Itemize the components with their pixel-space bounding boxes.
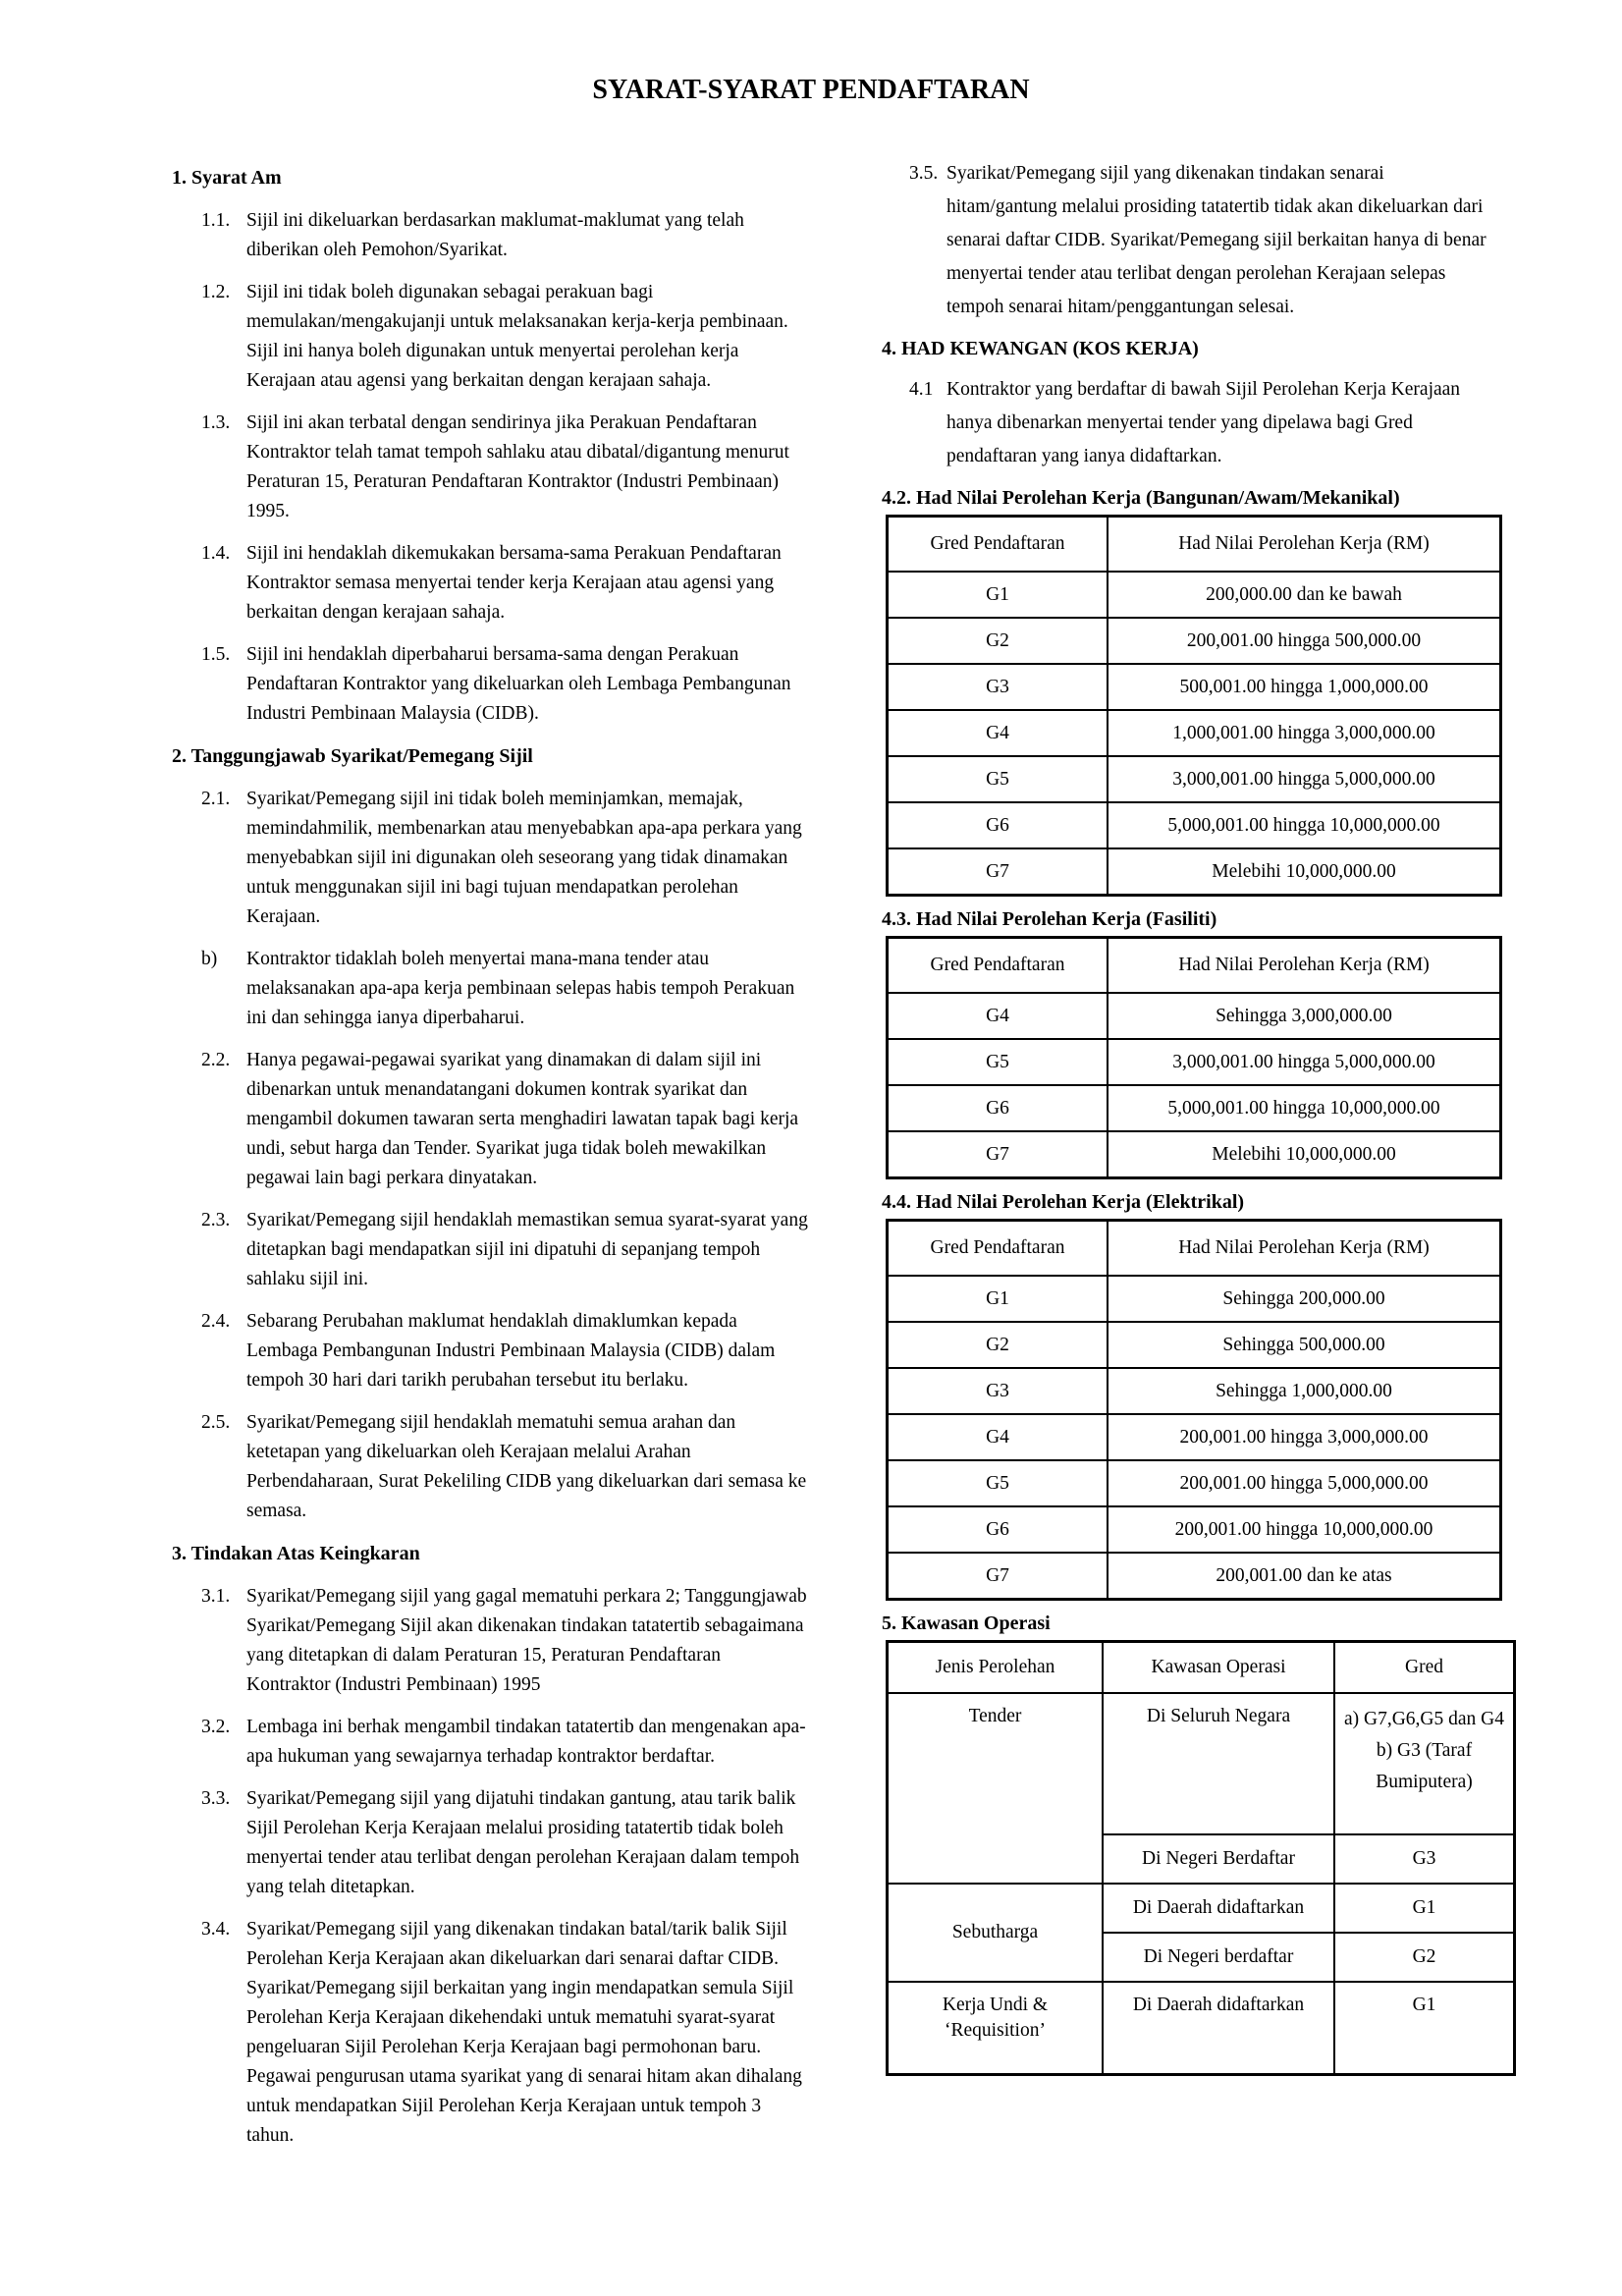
- kawasan-cell: Di Negeri berdaftar: [1103, 1933, 1334, 1982]
- clause-1-3: [172, 409, 808, 526]
- had-cell: 200,001.00 hingga 10,000,000.00: [1108, 1506, 1501, 1553]
- table-row: [888, 1414, 1501, 1460]
- clause-number: 3.1.: [201, 1586, 231, 1607]
- clause-number: 4.1: [909, 379, 934, 400]
- table-4-2-heading: 4.2. Had Nilai Perolehan Kerja (Bangunan/Awam/Mekanikal): [882, 487, 1400, 509]
- column-header-gred: Gred Pendaftaran: [888, 1221, 1108, 1277]
- gred-cell: G3: [888, 664, 1108, 710]
- clause-3-1: [172, 1582, 808, 1700]
- had-cell: 200,001.00 dan ke atas: [1108, 1553, 1501, 1600]
- clause-number: 2.1.: [201, 789, 231, 809]
- gred-cell: G6: [888, 802, 1108, 848]
- had-cell: Sehingga 200,000.00: [1108, 1276, 1501, 1322]
- gred-cell: G1: [888, 1276, 1108, 1322]
- section-tanggungjawab: [172, 741, 808, 1526]
- clause-number: 1.1.: [201, 210, 231, 231]
- gred-cell: G4: [888, 710, 1108, 756]
- gred-option-a: a) G7,G6,G5 dan G4: [1343, 1709, 1504, 1729]
- column-header-jenis-perolehan: Jenis Perolehan: [888, 1642, 1104, 1694]
- table-row: [888, 1368, 1501, 1414]
- table-row: [888, 1131, 1501, 1178]
- clause-text: Sijil ini akan terbatal dengan sendirinya jika Perakuan Pendaftaran Kontraktor telah tamat tempoh sahlaku atau dibatal/digantung menurut Peraturan 15, Peraturan Pendaftaran Kontraktor (Industri Pembinaan) 1995.: [246, 412, 789, 521]
- clause-text: Syarikat/Pemegang sijil yang dijatuhi tindakan gantung, atau tarik balik Sijil Perolehan Kerja Kerajaan melalui prosiding tatatertib tidak boleh menyertai tender atau terlibat dengan perolehan Kerajaan dalam tempoh yang telah ditetapkan.: [246, 1788, 800, 1897]
- table-kawasan-operasi: [886, 1640, 1516, 2076]
- clause-1-2: [172, 278, 808, 396]
- clause-text: Syarikat/Pemegang sijil yang dikenakan tindakan batal/tarik balik Sijil Perolehan Kerja Kerajaan akan dikeluarkan dari senarai daftar CIDB. Syarikat/Pemegang sijil berkaitan yang ingin mendapatkan semula Sijil Perolehan Kerja Kerajaan dikehendaki untuk mematuhi syarat-syarat pengeluaran Sijil Perolehan Kerja Kerajaan bagi permohonan baru. Pegawai pengurusan utama syarikat yang di senarai hitam akan dihalang untuk mendapatkan Sijil Perolehan Kerja Kerajaan untuk tempoh 3 tahun.: [246, 1919, 802, 2146]
- clause-2-5: [172, 1408, 808, 1526]
- gred-cell: G7: [888, 848, 1108, 896]
- clause-2-3: [172, 1206, 808, 1294]
- clause-number: 3.4.: [201, 1919, 231, 1940]
- had-cell: 5,000,001.00 hingga 10,000,000.00: [1108, 802, 1501, 848]
- clause-2-2: [172, 1046, 808, 1193]
- had-cell: 3,000,001.00 hingga 5,000,000.00: [1108, 1039, 1501, 1085]
- clause-number: 3.3.: [201, 1788, 231, 1809]
- section-tindakan: [172, 1539, 808, 2151]
- gred-cell: G2: [1334, 1933, 1515, 1982]
- jenis-cell-tender: Tender: [888, 1693, 1104, 1884]
- gred-cell: G3: [1334, 1834, 1515, 1884]
- clause-3-5: [882, 157, 1487, 324]
- gred-cell: G1: [1334, 1982, 1515, 2075]
- table-had-nilai-fasiliti: [886, 936, 1502, 1179]
- column-header-had-nilai: Had Nilai Perolehan Kerja (RM): [1108, 1221, 1501, 1277]
- table-4-3-heading: 4.3. Had Nilai Perolehan Kerja (Fasiliti): [882, 908, 1217, 930]
- table-row: [888, 1693, 1515, 1834]
- had-cell: Sehingga 3,000,000.00: [1108, 993, 1501, 1039]
- had-cell: 500,001.00 hingga 1,000,000.00: [1108, 664, 1501, 710]
- clause-text: Syarikat/Pemegang sijil yang dikenakan tindakan senarai hitam/gantung melalui prosiding tatatertib tidak akan dikeluarkan dari senarai daftar CIDB. Syarikat/Pemegang sijil berkaitan hanya di benar menyertai tender atau terlibat dengan perolehan Kerajaan selepas tempoh senarai hitam/penggantungan selesai.: [946, 163, 1487, 317]
- column-header-gred: Gred: [1334, 1642, 1515, 1694]
- had-cell: 200,000.00 dan ke bawah: [1108, 572, 1501, 618]
- had-cell: 200,001.00 hingga 500,000.00: [1108, 618, 1501, 664]
- clause-1-1: [172, 206, 808, 265]
- clause-text: Lembaga ini berhak mengambil tindakan tatatertib dan mengenakan apa-apa hukuman yang sewajarnya terhadap kontraktor berdaftar.: [246, 1717, 806, 1767]
- had-cell: 200,001.00 hingga 5,000,000.00: [1108, 1460, 1501, 1506]
- had-cell: Melebihi 10,000,000.00: [1108, 848, 1501, 896]
- gred-cell: G3: [888, 1368, 1108, 1414]
- section-syarat-am: [172, 163, 808, 729]
- jenis-cell-kerja-undi: Kerja Undi & ‘Requisition’: [888, 1982, 1104, 2075]
- gred-cell: G2: [888, 1322, 1108, 1368]
- table-header-row: [888, 1221, 1501, 1277]
- gred-cell: G5: [888, 756, 1108, 802]
- table-row: [888, 710, 1501, 756]
- gred-cell: G7: [888, 1131, 1108, 1178]
- clause-1-5: [172, 640, 808, 729]
- clause-2-1: [172, 785, 808, 932]
- table-row: [888, 572, 1501, 618]
- section-3-heading: 3. Tindakan Atas Keingkaran: [172, 1543, 420, 1564]
- clause-number: 3.2.: [201, 1717, 231, 1737]
- clause-text: Kontraktor yang berdaftar di bawah Sijil Perolehan Kerja Kerajaan hanya dibenarkan menyertai tender yang dipelawa bagi Gred pendaftaran yang ianya didaftarkan.: [946, 379, 1461, 466]
- had-cell: 5,000,001.00 hingga 10,000,000.00: [1108, 1085, 1501, 1131]
- clause-3-3: [172, 1784, 808, 1902]
- clause-1-4: [172, 539, 808, 628]
- table-row: [888, 1884, 1515, 1933]
- table-row: [888, 1982, 1515, 2075]
- clause-3-2: [172, 1713, 808, 1772]
- table-header-row: [888, 1642, 1515, 1694]
- table-row: [888, 1039, 1501, 1085]
- had-cell: Melebihi 10,000,000.00: [1108, 1131, 1501, 1178]
- table-row: [888, 1460, 1501, 1506]
- section-4-heading: 4. HAD KEWANGAN (KOS KERJA): [882, 338, 1199, 359]
- left-column: [172, 157, 808, 2163]
- had-cell: 3,000,001.00 hingga 5,000,000.00: [1108, 756, 1501, 802]
- section-2-heading: 2. Tanggungjawab Syarikat/Pemegang Sijil: [172, 745, 533, 767]
- clause-2-4: [172, 1307, 808, 1395]
- gred-cell: G2: [888, 618, 1108, 664]
- clause-number: 3.5.: [909, 163, 939, 184]
- table-row: [888, 618, 1501, 664]
- table-row: [888, 1553, 1501, 1600]
- clause-text: Syarikat/Pemegang sijil hendaklah memastikan semua syarat-syarat yang ditetapkan bagi mendapatkan sijil ini dipatuhi di sepanjang tempoh sahlaku sijil ini.: [246, 1210, 808, 1289]
- table-row: [888, 802, 1501, 848]
- table-row: [888, 756, 1501, 802]
- table-row: [888, 1085, 1501, 1131]
- table-4-4-heading: 4.4. Had Nilai Perolehan Kerja (Elektrikal): [882, 1191, 1245, 1213]
- kawasan-cell: Di Daerah didaftarkan: [1103, 1884, 1334, 1933]
- had-cell: 200,001.00 hingga 3,000,000.00: [1108, 1414, 1501, 1460]
- table-had-nilai-bangunan: [886, 515, 1502, 897]
- had-cell: Sehingga 1,000,000.00: [1108, 1368, 1501, 1414]
- table-row: [888, 1506, 1501, 1553]
- clause-number: 2.5.: [201, 1412, 231, 1433]
- gred-option-b: b) G3 (Taraf Bumiputera): [1376, 1740, 1473, 1792]
- column-header-had-nilai: Had Nilai Perolehan Kerja (RM): [1108, 938, 1501, 994]
- clause-number: 1.4.: [201, 543, 231, 564]
- clause-number: 2.3.: [201, 1210, 231, 1230]
- gred-cell: G1: [888, 572, 1108, 618]
- clause-text: Syarikat/Pemegang sijil ini tidak boleh meminjamkan, memajak, memindahmilik, membenarkan atau menyebabkan apa-apa perkara yang menyebabkan sijil ini digunakan oleh seseorang yang tidak dinamakan untuk menggunakan sijil ini bagi tujuan mendapatkan perolehan Kerajaan.: [246, 789, 802, 927]
- gred-cell: G1: [1334, 1884, 1515, 1933]
- section-1-heading: 1. Syarat Am: [172, 167, 282, 189]
- gred-cell: G4: [888, 1414, 1108, 1460]
- clause-text: Sijil ini hendaklah diperbaharui bersama-sama dengan Perakuan Pendaftaran Kontraktor yang dikeluarkan oleh Lembaga Pembangunan Industri Pembinaan Malaysia (CIDB).: [246, 644, 791, 724]
- clause-number: 1.3.: [201, 412, 231, 433]
- clause-number: b): [201, 949, 218, 969]
- kawasan-cell: Di Negeri Berdaftar: [1103, 1834, 1334, 1884]
- gred-cell: G5: [888, 1460, 1108, 1506]
- table-header-row: [888, 938, 1501, 994]
- clause-text: Syarikat/Pemegang sijil yang gagal mematuhi perkara 2; Tanggungjawab Syarikat/Pemegang Sijil akan dikenakan tindakan tatatertib sebagaimana yang ditetapkan di dalam Peraturan 15, Peraturan Pendaftaran Kontraktor (Industri Pembinaan) 1995: [246, 1586, 807, 1695]
- clause-number: 1.2.: [201, 282, 231, 302]
- clause-text: Kontraktor tidaklah boleh menyertai mana-mana tender atau melaksanakan apa-apa kerja pembinaan selepas habis tempoh Perakuan ini dan sehingga ianya diperbaharui.: [246, 949, 795, 1028]
- table-header-row: [888, 517, 1501, 573]
- right-column: [882, 157, 1504, 2084]
- clause-text: Sijil ini tidak boleh digunakan sebagai perakuan bagi memulakan/mengakujanji untuk melaksanakan kerja-kerja pembinaan. Sijil ini hanya boleh digunakan untuk menyertai perolehan kerja Kerajaan atau agensi yang berkaitan dengan kerajaan sahaja.: [246, 282, 788, 391]
- gred-cell: G6: [888, 1506, 1108, 1553]
- gred-cell: G4: [888, 993, 1108, 1039]
- clause-4-1: [882, 373, 1487, 473]
- clause-number: 2.2.: [201, 1050, 231, 1070]
- gred-cell: [1334, 1693, 1515, 1834]
- document-title: SYARAT-SYARAT PENDAFTARAN: [592, 75, 1030, 105]
- kawasan-cell: Di Daerah didaftarkan: [1103, 1982, 1334, 2075]
- gred-cell: G6: [888, 1085, 1108, 1131]
- clause-2-b: [172, 945, 808, 1033]
- table-row: [888, 848, 1501, 896]
- gred-cell: G5: [888, 1039, 1108, 1085]
- had-cell: Sehingga 500,000.00: [1108, 1322, 1501, 1368]
- jenis-cell-sebutharga: Sebutharga: [888, 1884, 1104, 1982]
- clause-text: Sijil ini hendaklah dikemukakan bersama-sama Perakuan Pendaftaran Kontraktor semasa menyertai tender kerja Kerajaan atau agensi yang berkaitan dengan kerajaan sahaja.: [246, 543, 782, 623]
- table-row: [888, 664, 1501, 710]
- table-row: [888, 1276, 1501, 1322]
- table-row: [888, 1322, 1501, 1368]
- clause-text: Sijil ini dikeluarkan berdasarkan maklumat-maklumat yang telah diberikan oleh Pemohon/Syarikat.: [246, 210, 744, 260]
- table-row: [888, 993, 1501, 1039]
- column-header-gred: Gred Pendaftaran: [888, 938, 1108, 994]
- column-header-kawasan-operasi: Kawasan Operasi: [1103, 1642, 1334, 1694]
- table-had-nilai-elektrikal: [886, 1219, 1502, 1601]
- section-5-heading: 5. Kawasan Operasi: [882, 1613, 1051, 1634]
- clause-text: Sebarang Perubahan maklumat hendaklah dimaklumkan kepada Lembaga Pembangunan Industri Pembinaan Malaysia (CIDB) dalam tempoh 30 hari dari tarikh perubahan tersebut itu berlaku.: [246, 1311, 776, 1391]
- column-header-gred: Gred Pendaftaran: [888, 517, 1108, 573]
- clause-text: Hanya pegawai-pegawai syarikat yang dinamakan di dalam sijil ini dibenarkan untuk menandatangani dokumen kontrak syarikat dan mengambil dokumen tawaran serta menghadiri lawatan tapak bagi kerja undi, sebut harga dan Tender. Syarikat juga tidak boleh mewakilkan pegawai lain bagi perkara dinyatakan.: [246, 1050, 799, 1188]
- clause-number: 2.4.: [201, 1311, 231, 1332]
- clause-number: 1.5.: [201, 644, 231, 665]
- gred-cell: G7: [888, 1553, 1108, 1600]
- clause-3-4: [172, 1915, 808, 2151]
- had-cell: 1,000,001.00 hingga 3,000,000.00: [1108, 710, 1501, 756]
- column-header-had-nilai: Had Nilai Perolehan Kerja (RM): [1108, 517, 1501, 573]
- clause-text: Syarikat/Pemegang sijil hendaklah mematuhi semua arahan dan ketetapan yang dikeluarkan oleh Kerajaan melalui Arahan Perbendaharaan, Surat Pekeliling CIDB yang dikeluarkan dari semasa ke semasa.: [246, 1412, 807, 1521]
- kawasan-cell: Di Seluruh Negara: [1103, 1693, 1334, 1834]
